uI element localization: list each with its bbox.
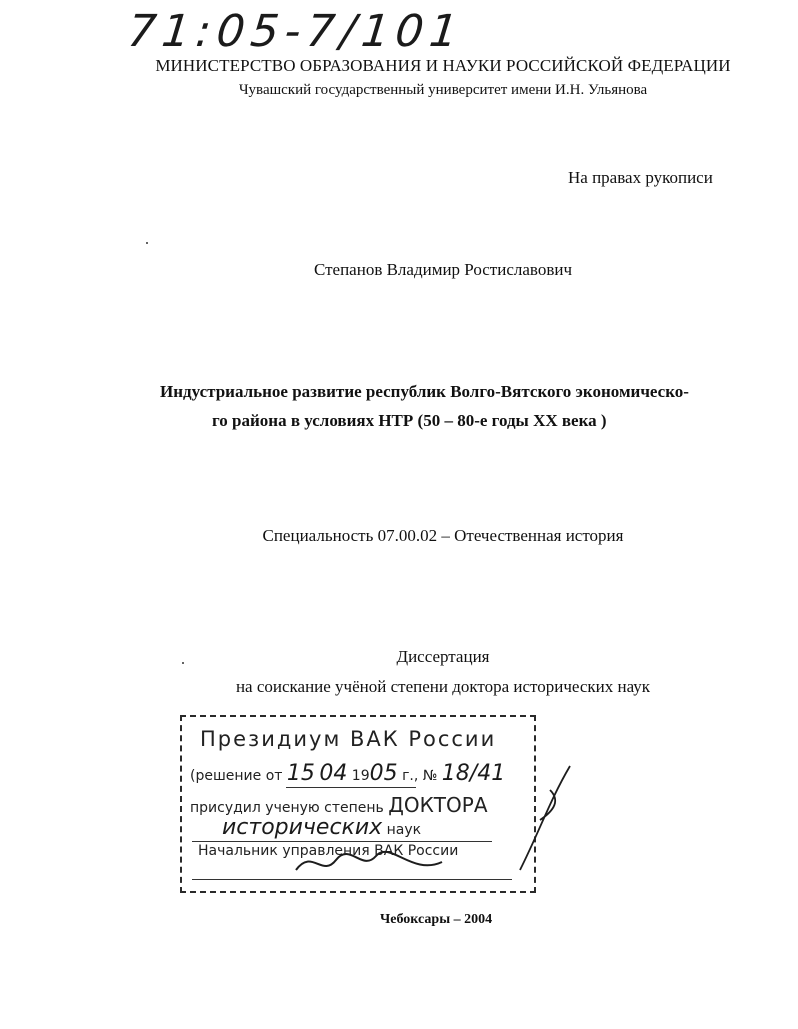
- stamp-decision-line: [190, 761, 505, 786]
- stamp-field-suffix: наук: [386, 822, 422, 838]
- title-line-1: Индустриальное развитие республик Волго-Вятского экономическо-: [160, 382, 689, 401]
- chief-signature-icon: [292, 842, 452, 882]
- archive-code-handwritten: 71:05-7/101: [125, 6, 467, 57]
- stamp-date-underline: [286, 787, 416, 788]
- stamp-chief: Начальник управления ВАК России: [198, 843, 459, 859]
- stamp-field-line: [222, 815, 421, 840]
- margin-signature-icon: [500, 760, 580, 880]
- stamp-date-year: 05: [369, 761, 398, 786]
- university-name: Чувашский государственный университет имени И.Н. Ульянова: [238, 82, 648, 98]
- rights-note: На правах рукописи: [568, 168, 713, 187]
- city-year: Чебоксары – 2004: [380, 912, 493, 927]
- stamp-degree-word: ДОКТОРА: [388, 793, 488, 817]
- stamp-decision-prefix: (решение от: [190, 768, 283, 784]
- stamp-date-month: 04: [319, 761, 348, 786]
- title-line-2: го района в условиях НТР (50 – 80-е годы XX века ): [212, 411, 607, 430]
- scan-speck: [146, 242, 148, 244]
- vak-stamp: [180, 715, 536, 893]
- dissertation-degree: на соискание учёной степени доктора исторических наук: [235, 677, 651, 696]
- stamp-date-day: 15: [286, 761, 315, 786]
- stamp-decision-number: 18/41: [441, 761, 506, 786]
- stamp-field-handwritten: исторических: [222, 815, 383, 840]
- dissertation-label: Диссертация: [396, 647, 490, 666]
- stamp-year-prefix: 19: [351, 768, 370, 784]
- ministry-header: МИНИСТЕРСТВО ОБРАЗОВАНИЯ И НАУКИ РОССИЙСКОЙ ФЕДЕРАЦИИ: [155, 56, 731, 75]
- dissertation-title: [160, 377, 689, 435]
- stamp-awarded: присудил ученую степень: [190, 800, 384, 816]
- author-name: Степанов Владимир Ростиславович: [313, 260, 572, 279]
- stamp-title: Президиум ВАК России: [200, 727, 497, 751]
- stamp-year-suffix: г., №: [402, 768, 438, 784]
- stamp-awarded-line: [190, 793, 488, 817]
- stamp-signature-underline: [192, 879, 512, 880]
- specialty: Специальность 07.00.02 – Отечественная история: [262, 526, 624, 545]
